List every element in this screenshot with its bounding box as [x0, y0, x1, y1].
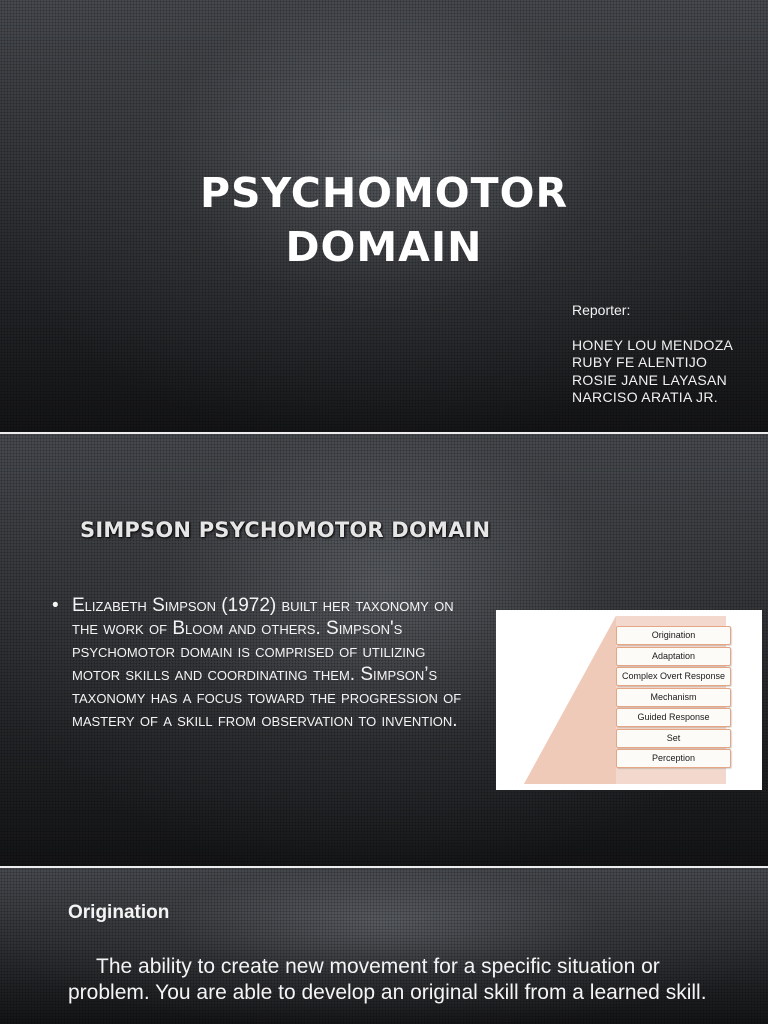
title-slide	[0, 0, 768, 432]
pyramid-level: Perception	[616, 749, 731, 768]
title-line-2: DOMAIN	[285, 223, 483, 271]
simpson-slide-title: SIMPSON PSYCHOMOTOR DOMAIN	[80, 518, 491, 542]
pyramid-level: Adaptation	[616, 647, 731, 666]
origination-text: The ability to create new movement for a specific situation or problem. You are able to develop an original skill from a learned skill.	[68, 955, 707, 1004]
origination-slide	[0, 868, 768, 1024]
pyramid-level: Complex Overt Response	[616, 667, 731, 686]
reporter-name: HONEY LOU MENDOZA	[572, 336, 734, 353]
title-line-1: PSYCHOMOTOR	[199, 169, 569, 217]
simpson-slide	[0, 434, 768, 866]
pyramid-level: Origination	[616, 626, 731, 645]
bullet-dot: •	[52, 595, 59, 616]
reporter-name: RUBY FE ALENTIJO	[572, 354, 708, 370]
reporter-name: ROSIE JANE LAYASAN	[572, 371, 728, 388]
pyramid-level: Mechanism	[616, 688, 731, 707]
pyramid-level: Guided Response	[616, 708, 731, 727]
pyramid-left-face	[524, 616, 616, 784]
bullet-text: Elizabeth Simpson (1972) built her taxonomy on the work of Bloom and others. Simpson's psychomotor domain is comprised of utilizing motor skills and coordinating them. Simpson’s taxonomy has a focus toward the progression of mastery of a skill from observation to invention.	[72, 595, 462, 731]
reporter-name: NARCISO ARATIA JR.	[572, 389, 718, 405]
slide-title	[0, 166, 768, 274]
origination-heading: Origination	[68, 902, 170, 923]
bullet-item	[52, 594, 462, 732]
pyramid-diagram	[496, 610, 762, 790]
reporter-label: Reporter:	[572, 302, 631, 318]
pyramid-level: Set	[616, 729, 731, 748]
reporter-block	[572, 302, 733, 407]
